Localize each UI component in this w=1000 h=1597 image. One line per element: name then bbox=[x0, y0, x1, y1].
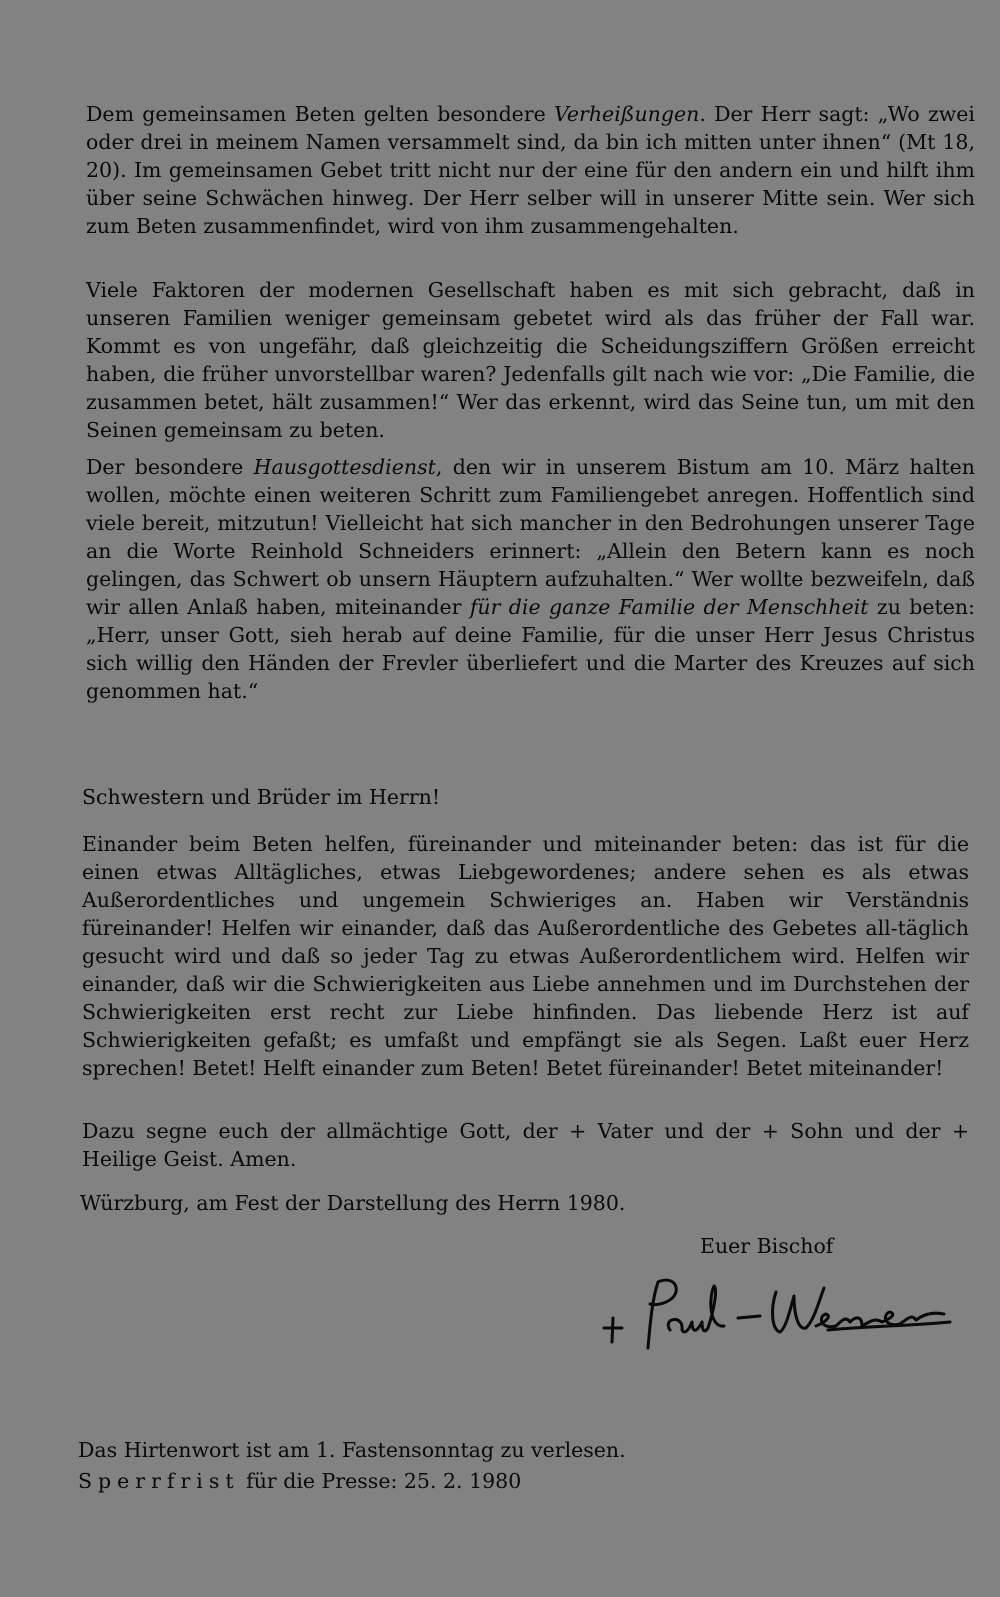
paragraph-modern-society bbox=[86, 276, 975, 444]
embargo-label: Sperrfrist bbox=[78, 1469, 240, 1493]
embargo-text: für die Presse: 25. 2. 1980 bbox=[239, 1469, 522, 1493]
text-run: Dem gemeinsamen Beten gelten besondere bbox=[86, 102, 554, 126]
embargo-note bbox=[78, 1467, 521, 1495]
greeting: Schwestern und Brüder im Herrn! bbox=[82, 785, 441, 809]
text-run: Dazu segne euch der allmächtige Gott, der + Vater und der + Sohn und der + Heilige Geist. Amen. bbox=[82, 1119, 969, 1171]
paragraph-common-prayer bbox=[86, 100, 975, 240]
paragraph-house-service bbox=[86, 453, 975, 705]
place-and-date: Würzburg, am Fest der Darstellung des Herrn 1980. bbox=[80, 1191, 626, 1215]
reading-note: Das Hirtenwort ist am 1. Fastensonntag zu verlesen. bbox=[78, 1438, 626, 1462]
text-run: Der besondere bbox=[86, 455, 254, 479]
paragraph-help-each-other bbox=[82, 830, 969, 1082]
text-run: Viele Faktoren der modernen Gesellschaft haben es mit sich gebracht, daß in unseren Familien weniger gemeinsam gebetet wird als das früher der Fall war. Kommt es von ungefähr, daß gleichzeitig die Scheidungsziffern Größen erreicht haben, die früher unvorstellbar waren? Jedenfalls gilt nach wie vor: „Die Familie, die zusammen betet, hält zusammen!“ Wer das erkennt, wird das Seine tun, um mit den Seinen gemeinsam zu beten. bbox=[86, 278, 975, 442]
handwritten-signature bbox=[600, 1270, 960, 1360]
text-run: , den wir in unserem Bistum am 10. März halten wollen, möchte einen weiteren Schritt zum Familiengebet anregen. Hoffentlich sind viele bereit, mitzutun! Vielleicht hat sich mancher in den Bedrohungen unserer Tage an die Worte Reinhold Schneiders erinnert: „Allein den Betern kann es noch gelingen, das Schwert ob unsern Häuptern aufzuhalten.“ Wer wollte bezweifeln, daß wir allen Anlaß haben, miteinander bbox=[86, 455, 975, 619]
text-run: . Der Herr sagt: „Wo zwei oder drei in meinem Namen versammelt sind, da bin ich mitten unter ihnen“ (Mt 18, 20). Im gemeinsamen Gebet tritt nicht nur der eine für den andern ein und hilft ihm über seine Schwächen hinweg. Der Herr selber will in unserer Mitte sein. Wer sich zum Beten zusammenfindet, wird von ihm zusammengehalten. bbox=[86, 102, 975, 238]
emphasized-text: Hausgottesdienst bbox=[253, 455, 436, 479]
text-run: Einander beim Beten helfen, füreinander und miteinander beten: das ist für die einen etwas Alltägliches, etwas Liebgewordenes; andere sehen es als etwas Außerordentliches und ungemein Schwieriges an. Haben wir Verständnis füreinander! Helfen wir einander, daß das Außerordentliche des Gebetes all-täglich gesucht wird und daß so jeder Tag zu etwas Außerordentlichem wird. Helfen wir einander, daß wir die Schwierigkeiten aus Liebe annehmen und im Durchstehen der Schwierigkeiten erst recht zur Liebe hinfinden. Das liebende Herz ist auf Schwierigkeiten gefaßt; es umfaßt und empfängt sie als Segen. Laßt euer Herz sprechen! Betet! Helft einander zum Beten! Betet füreinander! Betet miteinander! bbox=[82, 832, 969, 1080]
emphasized-text: Verheißungen bbox=[554, 102, 700, 126]
text-run: zu beten: „Herr, unser Gott, sieh herab auf deine Familie, für die unser Herr Jesus Christus sich willig den Händen der Frevler überliefert und die Marter des Kreuzes auf sich genommen hat.“ bbox=[86, 595, 975, 703]
emphasized-text: für die ganze Familie der Menschheit bbox=[469, 595, 869, 619]
sender-line: Euer Bischof bbox=[700, 1234, 834, 1258]
paragraph-blessing bbox=[82, 1117, 969, 1173]
